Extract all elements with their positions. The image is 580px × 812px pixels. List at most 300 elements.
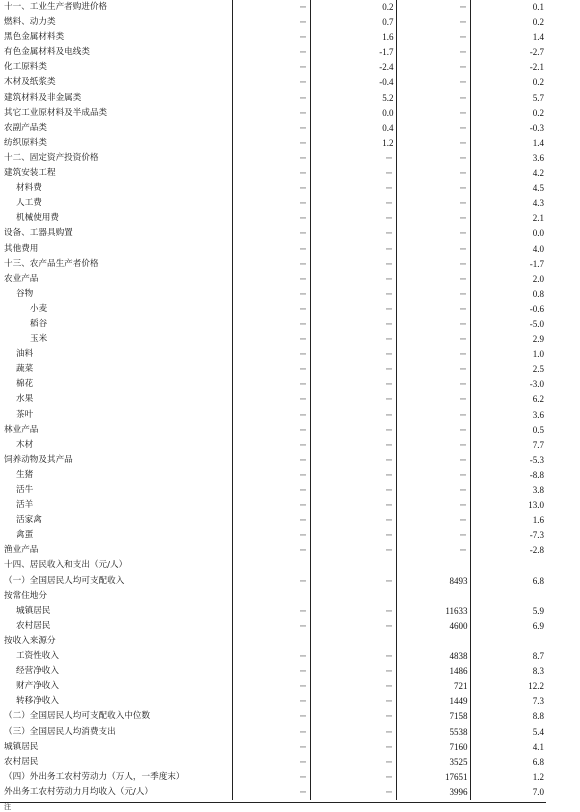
- cell-col-4: 13.0: [528, 500, 544, 511]
- row-label: 外出务工农村劳动力月均收入（元/人）: [0, 785, 232, 800]
- cell-col-3: 3525: [396, 755, 470, 770]
- cell-col-4: 5.7: [532, 92, 544, 103]
- cell-col-4: 0.0: [532, 228, 544, 239]
- row-label: 活牛: [0, 483, 232, 498]
- cell-col-4: 0.2: [532, 17, 544, 28]
- cell-col-1: ···: [232, 60, 310, 75]
- cell-col-4: 5.4: [532, 726, 544, 737]
- cell-col-2: ···: [310, 468, 396, 483]
- cell-col-2: ···: [310, 362, 396, 377]
- cell-col-4: 7.0: [532, 786, 544, 797]
- cell-col-3: ···: [396, 136, 470, 151]
- row-label: 城镇居民: [0, 740, 232, 755]
- cell-col-3: ···: [396, 257, 470, 272]
- cell-col-3: 3996: [396, 785, 470, 800]
- cell-col-1: ···: [232, 438, 310, 453]
- row-label: 十四、居民收入和支出（元/人）: [0, 558, 232, 573]
- cell-col-3: ···: [396, 121, 470, 136]
- table-row: [0, 694, 546, 709]
- cell-col-2: ···: [310, 528, 396, 543]
- row-label: 茶叶: [0, 408, 232, 423]
- cell-col-3: ···: [396, 0, 470, 15]
- cell-col-3: 4838: [396, 649, 470, 664]
- cell-col-1: ···: [232, 725, 310, 740]
- cell-col-4: 0.2: [532, 107, 544, 118]
- table-row: [0, 574, 546, 589]
- cell-col-2: 5.2: [310, 91, 396, 106]
- cell-col-2: 0.7: [310, 15, 396, 30]
- table-row: [0, 166, 546, 181]
- footnote-mark: 注: [4, 803, 11, 811]
- cell-col-1: [232, 558, 310, 573]
- cell-col-4: 3.6: [532, 152, 544, 163]
- row-label: 稻谷: [0, 317, 232, 332]
- cell-col-1: [232, 634, 310, 649]
- cell-col-1: ···: [232, 196, 310, 211]
- table-row: [0, 589, 546, 604]
- table-row: [0, 347, 546, 362]
- cell-col-3: 4600: [396, 619, 470, 634]
- table-row: [0, 725, 546, 740]
- cell-col-4: -8.8: [529, 469, 544, 480]
- cell-col-4: -0.6: [529, 303, 544, 314]
- cell-col-4: 1.4: [532, 137, 544, 148]
- cell-col-3: [396, 558, 470, 573]
- cell-col-2: ···: [310, 483, 396, 498]
- table-row: [0, 0, 546, 15]
- row-label: 水果: [0, 392, 232, 407]
- cell-col-2: ···: [310, 785, 396, 800]
- cell-col-2: ···: [310, 272, 396, 287]
- cell-col-3: [396, 634, 470, 649]
- table-row: [0, 423, 546, 438]
- table-row: [0, 136, 546, 151]
- row-label: 燃料、动力类: [0, 15, 232, 30]
- cell-col-4: 0.2: [532, 77, 544, 88]
- table-row: [0, 755, 546, 770]
- cell-col-2: ···: [310, 543, 396, 558]
- cell-col-1: ···: [232, 211, 310, 226]
- cell-col-4: 0.1: [532, 2, 544, 12]
- row-label: 玉米: [0, 332, 232, 347]
- row-label: 人工费: [0, 196, 232, 211]
- cell-col-4: 2.9: [532, 334, 544, 345]
- table-row: [0, 362, 546, 377]
- cell-col-3: ···: [396, 513, 470, 528]
- cell-col-1: ···: [232, 377, 310, 392]
- cell-col-2: 0.2: [310, 0, 396, 15]
- cell-col-4: -2.7: [529, 47, 544, 58]
- row-label: 棉花: [0, 377, 232, 392]
- cell-col-1: ···: [232, 664, 310, 679]
- table-row: [0, 619, 546, 634]
- cell-col-2: ···: [310, 423, 396, 438]
- row-label: 其他费用: [0, 242, 232, 257]
- cell-col-2: ···: [310, 709, 396, 724]
- row-label: 农副产品类: [0, 121, 232, 136]
- cell-col-4: -7.3: [529, 530, 544, 541]
- cell-col-4: 6.2: [532, 394, 544, 405]
- cell-col-2: ···: [310, 619, 396, 634]
- table-row: [0, 45, 546, 60]
- cell-col-4: 6.8: [532, 756, 544, 767]
- cell-col-4: -5.0: [529, 318, 544, 329]
- cell-col-1: ···: [232, 136, 310, 151]
- row-label: 设备、工器具购置: [0, 226, 232, 241]
- row-label: 材料费: [0, 181, 232, 196]
- cell-col-2: ···: [310, 332, 396, 347]
- row-label: 建筑材料及非金属类: [0, 91, 232, 106]
- cell-col-1: ···: [232, 347, 310, 362]
- cell-col-2: ···: [310, 498, 396, 513]
- cell-col-1: ···: [232, 423, 310, 438]
- cell-col-2: 0.0: [310, 106, 396, 121]
- cell-col-2: ···: [310, 755, 396, 770]
- cell-col-1: ···: [232, 317, 310, 332]
- cell-col-2: 0.4: [310, 121, 396, 136]
- cell-col-2: 1.6: [310, 30, 396, 45]
- cell-col-1: ···: [232, 679, 310, 694]
- row-label: （三）全国居民人均消费支出: [0, 725, 232, 740]
- cell-col-3: 1449: [396, 694, 470, 709]
- cell-col-4: -1.7: [529, 258, 544, 269]
- row-label: 按收入来源分: [0, 634, 232, 649]
- cell-col-2: ···: [310, 725, 396, 740]
- cell-col-3: ···: [396, 226, 470, 241]
- cell-col-4: 1.6: [532, 515, 544, 526]
- cell-col-4: 3.8: [532, 485, 544, 495]
- cell-col-4: [470, 558, 546, 573]
- row-label: 生猪: [0, 468, 232, 483]
- cell-col-2: -0.4: [310, 75, 396, 90]
- row-label: 木材及纸浆类: [0, 75, 232, 90]
- cell-col-3: ···: [396, 91, 470, 106]
- cell-col-2: ···: [310, 257, 396, 272]
- row-label: （二）全国居民人均可支配收入中位数: [0, 709, 232, 724]
- cell-col-2: ···: [310, 453, 396, 468]
- cell-col-1: ···: [232, 226, 310, 241]
- table-row: [0, 468, 546, 483]
- cell-col-4: -3.0: [529, 379, 544, 390]
- row-label: 转移净收入: [0, 694, 232, 709]
- cell-col-2: ···: [310, 302, 396, 317]
- row-label: 按常住地分: [0, 589, 232, 604]
- table-row: [0, 151, 546, 166]
- cell-col-3: ···: [396, 423, 470, 438]
- table-row: [0, 528, 546, 543]
- cell-col-1: ···: [232, 604, 310, 619]
- cell-col-2: ···: [310, 211, 396, 226]
- table-bottom-rule: [0, 802, 546, 803]
- row-label: 有色金属材料及电线类: [0, 45, 232, 60]
- cell-col-3: ···: [396, 543, 470, 558]
- cell-col-1: ···: [232, 45, 310, 60]
- table-row: [0, 649, 546, 664]
- cell-col-3: 7160: [396, 740, 470, 755]
- cell-col-3: ···: [396, 408, 470, 423]
- cell-col-4: 6.8: [532, 575, 544, 586]
- cell-col-3: ···: [396, 483, 470, 498]
- cell-col-1: ···: [232, 468, 310, 483]
- cell-col-1: ···: [232, 483, 310, 498]
- cell-col-1: ···: [232, 453, 310, 468]
- cell-col-1: ···: [232, 770, 310, 785]
- cell-col-3: ···: [396, 377, 470, 392]
- cell-col-1: ···: [232, 332, 310, 347]
- cell-col-3: ···: [396, 196, 470, 211]
- cell-col-4: 7.7: [532, 439, 544, 450]
- row-label: 机械使用费: [0, 211, 232, 226]
- row-label: 经营净收入: [0, 664, 232, 679]
- cell-col-1: ···: [232, 242, 310, 257]
- table-row: [0, 91, 546, 106]
- table-row: [0, 106, 546, 121]
- table-row: [0, 211, 546, 226]
- row-label: （一）全国居民人均可支配收入: [0, 574, 232, 589]
- cell-col-3: ···: [396, 528, 470, 543]
- row-label: 林业产品: [0, 423, 232, 438]
- row-label: 建筑安装工程: [0, 166, 232, 181]
- row-label: 纺织原料类: [0, 136, 232, 151]
- cell-col-4: 0.8: [532, 288, 544, 299]
- cell-col-3: ···: [396, 166, 470, 181]
- row-label: 活羊: [0, 498, 232, 513]
- cell-col-1: ···: [232, 408, 310, 423]
- cell-col-2: ···: [310, 287, 396, 302]
- table-row: [0, 543, 546, 558]
- cell-col-4: 4.3: [532, 198, 544, 209]
- table-row: [0, 242, 546, 257]
- row-label: 小麦: [0, 302, 232, 317]
- row-label: 农村居民: [0, 619, 232, 634]
- cell-col-2: [310, 558, 396, 573]
- row-label: 油料: [0, 347, 232, 362]
- cell-col-1: ···: [232, 785, 310, 800]
- table-row: [0, 513, 546, 528]
- cell-col-4: 2.5: [532, 364, 544, 375]
- table-row: [0, 634, 546, 649]
- cell-col-3: ···: [396, 347, 470, 362]
- table-row: [0, 75, 546, 90]
- cell-col-2: -2.4: [310, 60, 396, 75]
- cell-col-4: -5.3: [529, 454, 544, 465]
- cell-col-1: ···: [232, 15, 310, 30]
- cell-col-2: 1.2: [310, 136, 396, 151]
- table-row: [0, 558, 546, 573]
- cell-col-2: [310, 589, 396, 604]
- cell-col-1: ···: [232, 709, 310, 724]
- cell-col-3: ···: [396, 15, 470, 30]
- row-label: 活家禽: [0, 513, 232, 528]
- cell-col-3: ···: [396, 362, 470, 377]
- row-label: 黑色金属材料类: [0, 30, 232, 45]
- cell-col-1: ···: [232, 30, 310, 45]
- row-label: 化工原料类: [0, 60, 232, 75]
- cell-col-2: ···: [310, 226, 396, 241]
- cell-col-4: 12.2: [528, 681, 544, 692]
- cell-col-3: 721: [396, 679, 470, 694]
- table-row: [0, 785, 546, 800]
- cell-col-3: ···: [396, 438, 470, 453]
- cell-col-2: ···: [310, 166, 396, 181]
- cell-col-3: 7158: [396, 709, 470, 724]
- cell-col-2: ···: [310, 347, 396, 362]
- cell-col-2: ···: [310, 317, 396, 332]
- row-label: 谷物: [0, 287, 232, 302]
- cell-col-3: 5538: [396, 725, 470, 740]
- table-row: [0, 196, 546, 211]
- cell-col-1: ···: [232, 694, 310, 709]
- cell-col-4: 4.2: [532, 168, 544, 179]
- cell-col-2: ···: [310, 679, 396, 694]
- row-label: 财产净收入: [0, 679, 232, 694]
- table-row: [0, 287, 546, 302]
- cell-col-2: ···: [310, 664, 396, 679]
- cell-col-2: ···: [310, 604, 396, 619]
- cell-col-3: 17651: [396, 770, 470, 785]
- cell-col-2: ···: [310, 740, 396, 755]
- row-label: 其它工业原材料及半成品类: [0, 106, 232, 121]
- cell-col-3: ···: [396, 332, 470, 347]
- cell-col-4: 5.9: [532, 605, 544, 616]
- table-row: [0, 226, 546, 241]
- row-label: 农业产品: [0, 272, 232, 287]
- cell-col-3: ···: [396, 211, 470, 226]
- cell-col-1: ···: [232, 121, 310, 136]
- cell-col-3: ···: [396, 498, 470, 513]
- cell-col-1: ···: [232, 392, 310, 407]
- cell-col-3: ···: [396, 302, 470, 317]
- row-label: 城镇居民: [0, 604, 232, 619]
- cell-col-4: 4.0: [532, 243, 544, 254]
- cell-col-1: ···: [232, 257, 310, 272]
- cell-col-2: [310, 634, 396, 649]
- cell-col-4: 6.9: [532, 620, 544, 631]
- cell-col-4: 8.7: [532, 651, 544, 662]
- cell-col-2: ···: [310, 438, 396, 453]
- cell-col-2: ···: [310, 574, 396, 589]
- cell-col-1: ···: [232, 755, 310, 770]
- cell-col-4: -2.8: [529, 545, 544, 556]
- table-row: [0, 181, 546, 196]
- cell-col-4: 2.1: [532, 213, 544, 224]
- cell-col-3: ···: [396, 60, 470, 75]
- cell-col-4: [470, 589, 546, 604]
- table-row: [0, 60, 546, 75]
- cell-col-3: ···: [396, 272, 470, 287]
- cell-col-1: ···: [232, 75, 310, 90]
- cell-col-4: 3.6: [532, 409, 544, 420]
- row-label: 农村居民: [0, 755, 232, 770]
- cell-col-1: ···: [232, 302, 310, 317]
- cell-col-4: -2.1: [529, 62, 544, 73]
- cell-col-3: ···: [396, 468, 470, 483]
- cell-col-2: ···: [310, 392, 396, 407]
- cell-col-4: 1.0: [532, 349, 544, 360]
- table-row: [0, 121, 546, 136]
- cell-col-3: ···: [396, 30, 470, 45]
- table-row: [0, 709, 546, 724]
- cell-col-1: ···: [232, 649, 310, 664]
- cell-col-1: ···: [232, 513, 310, 528]
- table-row: [0, 438, 546, 453]
- table-row: [0, 377, 546, 392]
- table-row: [0, 770, 546, 785]
- cell-col-4: 4.5: [532, 183, 544, 194]
- cell-col-2: ···: [310, 196, 396, 211]
- cell-col-1: ···: [232, 272, 310, 287]
- table-row: [0, 257, 546, 272]
- row-label: 蔬菜: [0, 362, 232, 377]
- cell-col-4: -0.3: [529, 122, 544, 133]
- cell-col-3: 1486: [396, 664, 470, 679]
- table-row: [0, 317, 546, 332]
- cell-col-3: [396, 589, 470, 604]
- cell-col-3: ···: [396, 453, 470, 468]
- cell-col-4: 4.1: [532, 741, 544, 752]
- cell-col-2: ···: [310, 377, 396, 392]
- cell-col-1: ···: [232, 574, 310, 589]
- table-row: [0, 453, 546, 468]
- table-row: [0, 392, 546, 407]
- cell-col-3: ···: [396, 242, 470, 257]
- row-label: 十二、固定资产投资价格: [0, 151, 232, 166]
- cell-col-2: ···: [310, 242, 396, 257]
- cell-col-3: ···: [396, 106, 470, 121]
- cell-col-1: ···: [232, 740, 310, 755]
- table-row: [0, 272, 546, 287]
- cell-col-3: ···: [396, 181, 470, 196]
- cell-col-1: ···: [232, 151, 310, 166]
- table-row: [0, 664, 546, 679]
- cell-col-2: ···: [310, 513, 396, 528]
- cell-col-3: ···: [396, 317, 470, 332]
- cell-col-1: ···: [232, 543, 310, 558]
- row-label: （四）外出务工农村劳动力（万人，一季度末）: [0, 770, 232, 785]
- cell-col-1: [232, 589, 310, 604]
- cell-col-3: ···: [396, 151, 470, 166]
- cell-col-3: ···: [396, 287, 470, 302]
- cell-col-2: ···: [310, 694, 396, 709]
- cell-col-3: ···: [396, 45, 470, 60]
- row-label: 十一、工业生产者购进价格: [0, 0, 232, 15]
- cell-col-4: 1.4: [532, 32, 544, 43]
- row-label: 禽蛋: [0, 528, 232, 543]
- cell-col-1: ···: [232, 0, 310, 15]
- table-row: [0, 30, 546, 45]
- cell-col-4: [470, 634, 546, 649]
- table-row: [0, 604, 546, 619]
- cell-col-2: ···: [310, 770, 396, 785]
- cell-col-1: ···: [232, 166, 310, 181]
- cell-col-2: -1.7: [310, 45, 396, 60]
- cell-col-3: 8493: [396, 574, 470, 589]
- row-label: 木材: [0, 438, 232, 453]
- row-label: 工资性收入: [0, 649, 232, 664]
- cell-col-1: ···: [232, 498, 310, 513]
- table-row: [0, 332, 546, 347]
- cell-col-4: 8.3: [532, 666, 544, 677]
- cell-col-3: ···: [396, 392, 470, 407]
- cell-col-3: ···: [396, 75, 470, 90]
- cell-col-1: ···: [232, 106, 310, 121]
- cell-col-4: 0.5: [532, 424, 544, 435]
- cell-col-4: 8.8: [532, 711, 544, 722]
- cell-col-4: 2.0: [532, 273, 544, 284]
- table-row: [0, 483, 546, 498]
- table-row: [0, 740, 546, 755]
- cell-col-1: ···: [232, 91, 310, 106]
